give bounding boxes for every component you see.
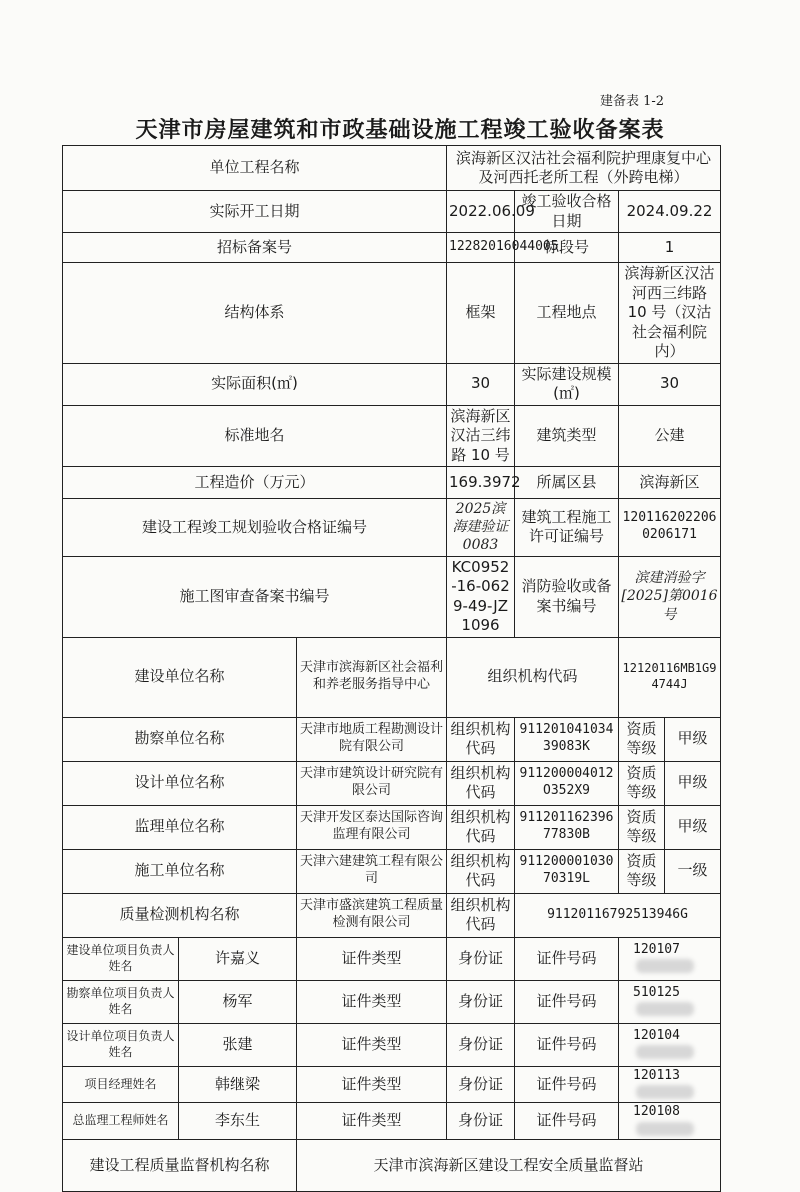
redaction [636, 1045, 694, 1059]
site-value: 滨海新区汉沽河西三纬路 10 号（汉沽社会福利院内） [619, 263, 721, 364]
form-number: 建备表 1-2 [600, 94, 665, 109]
design-qual-value: 甲级 [665, 761, 721, 805]
redaction [636, 1122, 694, 1136]
construct-qual-value: 一级 [665, 849, 721, 893]
plan-cert-value: 2025滨海建验证0083 [447, 499, 515, 557]
supervise-label: 监理单位名称 [63, 805, 297, 849]
testing-name: 天津市盛滨建筑工程质量检测有限公司 [297, 893, 447, 937]
id-no-cell [619, 1023, 721, 1066]
fire-label: 消防验收或备案书编号 [515, 556, 619, 637]
id-no-cell [619, 980, 721, 1023]
construct-org-code-label: 组织机构代码 [447, 849, 515, 893]
redaction [636, 1002, 694, 1016]
supervise-qual-value: 甲级 [665, 805, 721, 849]
id-no-label: 证件号码 [515, 980, 619, 1023]
construct-name: 天津六建建筑工程有限公司 [297, 849, 447, 893]
id-type-label: 证件类型 [297, 1103, 447, 1140]
builder-org-code-label: 组织机构代码 [447, 637, 619, 717]
person-name: 韩继梁 [179, 1066, 297, 1103]
person-name: 杨军 [179, 980, 297, 1023]
supervision-label: 建设工程质量监督机构名称 [63, 1140, 297, 1192]
id-type-label: 证件类型 [297, 1066, 447, 1103]
supervise-qual-label: 资质等级 [619, 805, 665, 849]
permit-value: 1201162022060206171 [619, 499, 721, 557]
bid-no-value: 12282016044005 [447, 233, 515, 263]
design-org-code: 911200004012O352X9 [515, 761, 619, 805]
id-no-label: 证件号码 [515, 1066, 619, 1103]
testing-org-code: 91120116792513946G [515, 893, 721, 937]
id-type-label: 证件类型 [297, 937, 447, 980]
building-type-value: 公建 [619, 405, 721, 467]
plan-cert-label: 建设工程竣工规划验收合格证编号 [63, 499, 447, 557]
id-type-value: 身份证 [447, 1023, 515, 1066]
scale-value: 30 [619, 363, 721, 405]
supervise-org-code: 91120116239677830B [515, 805, 619, 849]
building-type-label: 建筑类型 [515, 405, 619, 467]
review-value: KC0952-16-0629-49-JZ1096 [447, 556, 515, 637]
construct-label: 施工单位名称 [63, 849, 297, 893]
project-name-label: 单位工程名称 [63, 146, 447, 191]
filing-table [62, 145, 721, 1192]
id-no-cell [619, 937, 721, 980]
std-address-value: 滨海新区汉沽三纬路 10 号 [447, 405, 515, 467]
area-label: 实际面积(㎡) [63, 363, 447, 405]
builder-label: 建设单位名称 [63, 637, 297, 717]
id-no-value: 120113 [633, 1067, 680, 1083]
id-no-cell [619, 1066, 721, 1103]
person-row [63, 937, 721, 980]
start-date-label: 实际开工日期 [63, 191, 447, 233]
person-name: 张建 [179, 1023, 297, 1066]
survey-org-code: 91120104103439083K [515, 717, 619, 761]
id-type-value: 身份证 [447, 1066, 515, 1103]
design-name: 天津市建筑设计研究院有限公司 [297, 761, 447, 805]
supervision-value: 天津市滨海新区建设工程安全质量监督站 [297, 1140, 721, 1192]
bid-no-label: 招标备案号 [63, 233, 447, 263]
design-label: 设计单位名称 [63, 761, 297, 805]
id-no-label: 证件号码 [515, 1023, 619, 1066]
person-name: 李东生 [179, 1103, 297, 1140]
cost-value: 169.3972 [447, 467, 515, 499]
person-row [63, 1103, 721, 1140]
id-no-value: 120104 [633, 1027, 680, 1043]
person-row [63, 1066, 721, 1103]
redaction [636, 959, 694, 973]
testing-org-code-label: 组织机构代码 [447, 893, 515, 937]
std-address-label: 标准地名 [63, 405, 447, 467]
id-type-value: 身份证 [447, 1103, 515, 1140]
section-label: 标段号 [515, 233, 619, 263]
fire-value: 滨建消验字[2025]第0016号 [619, 556, 721, 637]
supervise-name: 天津开发区泰达国际咨询监理有限公司 [297, 805, 447, 849]
cost-label: 工程造价（万元） [63, 467, 447, 499]
accept-date-value: 2024.09.22 [619, 191, 721, 233]
testing-label: 质量检测机构名称 [63, 893, 297, 937]
builder-org-code: 12120116MB1G94744J [619, 637, 721, 717]
id-type-value: 身份证 [447, 937, 515, 980]
supervise-org-code-label: 组织机构代码 [447, 805, 515, 849]
structure-value: 框架 [447, 263, 515, 364]
permit-label: 建筑工程施工许可证编号 [515, 499, 619, 557]
id-no-value: 120107 [633, 941, 680, 957]
construct-org-code: 91120000103070319L [515, 849, 619, 893]
structure-label: 结构体系 [63, 263, 447, 364]
id-no-label: 证件号码 [515, 937, 619, 980]
person-row [63, 980, 721, 1023]
redaction [636, 1085, 694, 1099]
id-no-cell [619, 1103, 721, 1140]
survey-name: 天津市地质工程勘测设计院有限公司 [297, 717, 447, 761]
person-name: 许嘉义 [179, 937, 297, 980]
id-type-label: 证件类型 [297, 1023, 447, 1066]
accept-date-label: 竣工验收合格日期 [515, 191, 619, 233]
person-role: 设计单位项目负责人姓名 [63, 1023, 179, 1066]
start-date-value: 2022.06.09 [447, 191, 515, 233]
area-value: 30 [447, 363, 515, 405]
design-org-code-label: 组织机构代码 [447, 761, 515, 805]
id-no-value: 510125 [633, 984, 680, 1000]
survey-org-code-label: 组织机构代码 [447, 717, 515, 761]
district-label: 所属区县 [515, 467, 619, 499]
person-role: 建设单位项目负责人姓名 [63, 937, 179, 980]
scale-label: 实际建设规模(㎡) [515, 363, 619, 405]
district-value: 滨海新区 [619, 467, 721, 499]
design-qual-label: 资质等级 [619, 761, 665, 805]
survey-qual-label: 资质等级 [619, 717, 665, 761]
construct-qual-label: 资质等级 [619, 849, 665, 893]
id-type-label: 证件类型 [297, 980, 447, 1023]
person-role: 项目经理姓名 [63, 1066, 179, 1103]
project-name-value: 滨海新区汉沽社会福利院护理康复中心及河西托老所工程（外跨电梯） [447, 146, 721, 191]
person-role: 总监理工程师姓名 [63, 1103, 179, 1140]
survey-qual-value: 甲级 [665, 717, 721, 761]
builder-name: 天津市滨海新区社会福利和养老服务指导中心 [297, 637, 447, 717]
id-type-value: 身份证 [447, 980, 515, 1023]
person-role: 勘察单位项目负责人姓名 [63, 980, 179, 1023]
section-value: 1 [619, 233, 721, 263]
id-no-label: 证件号码 [515, 1103, 619, 1140]
page-title: 天津市房屋建筑和市政基础设施工程竣工验收备案表 [135, 118, 665, 143]
review-label: 施工图审查备案书编号 [63, 556, 447, 637]
site-label: 工程地点 [515, 263, 619, 364]
survey-label: 勘察单位名称 [63, 717, 297, 761]
person-row [63, 1023, 721, 1066]
id-no-value: 120108 [633, 1104, 680, 1120]
